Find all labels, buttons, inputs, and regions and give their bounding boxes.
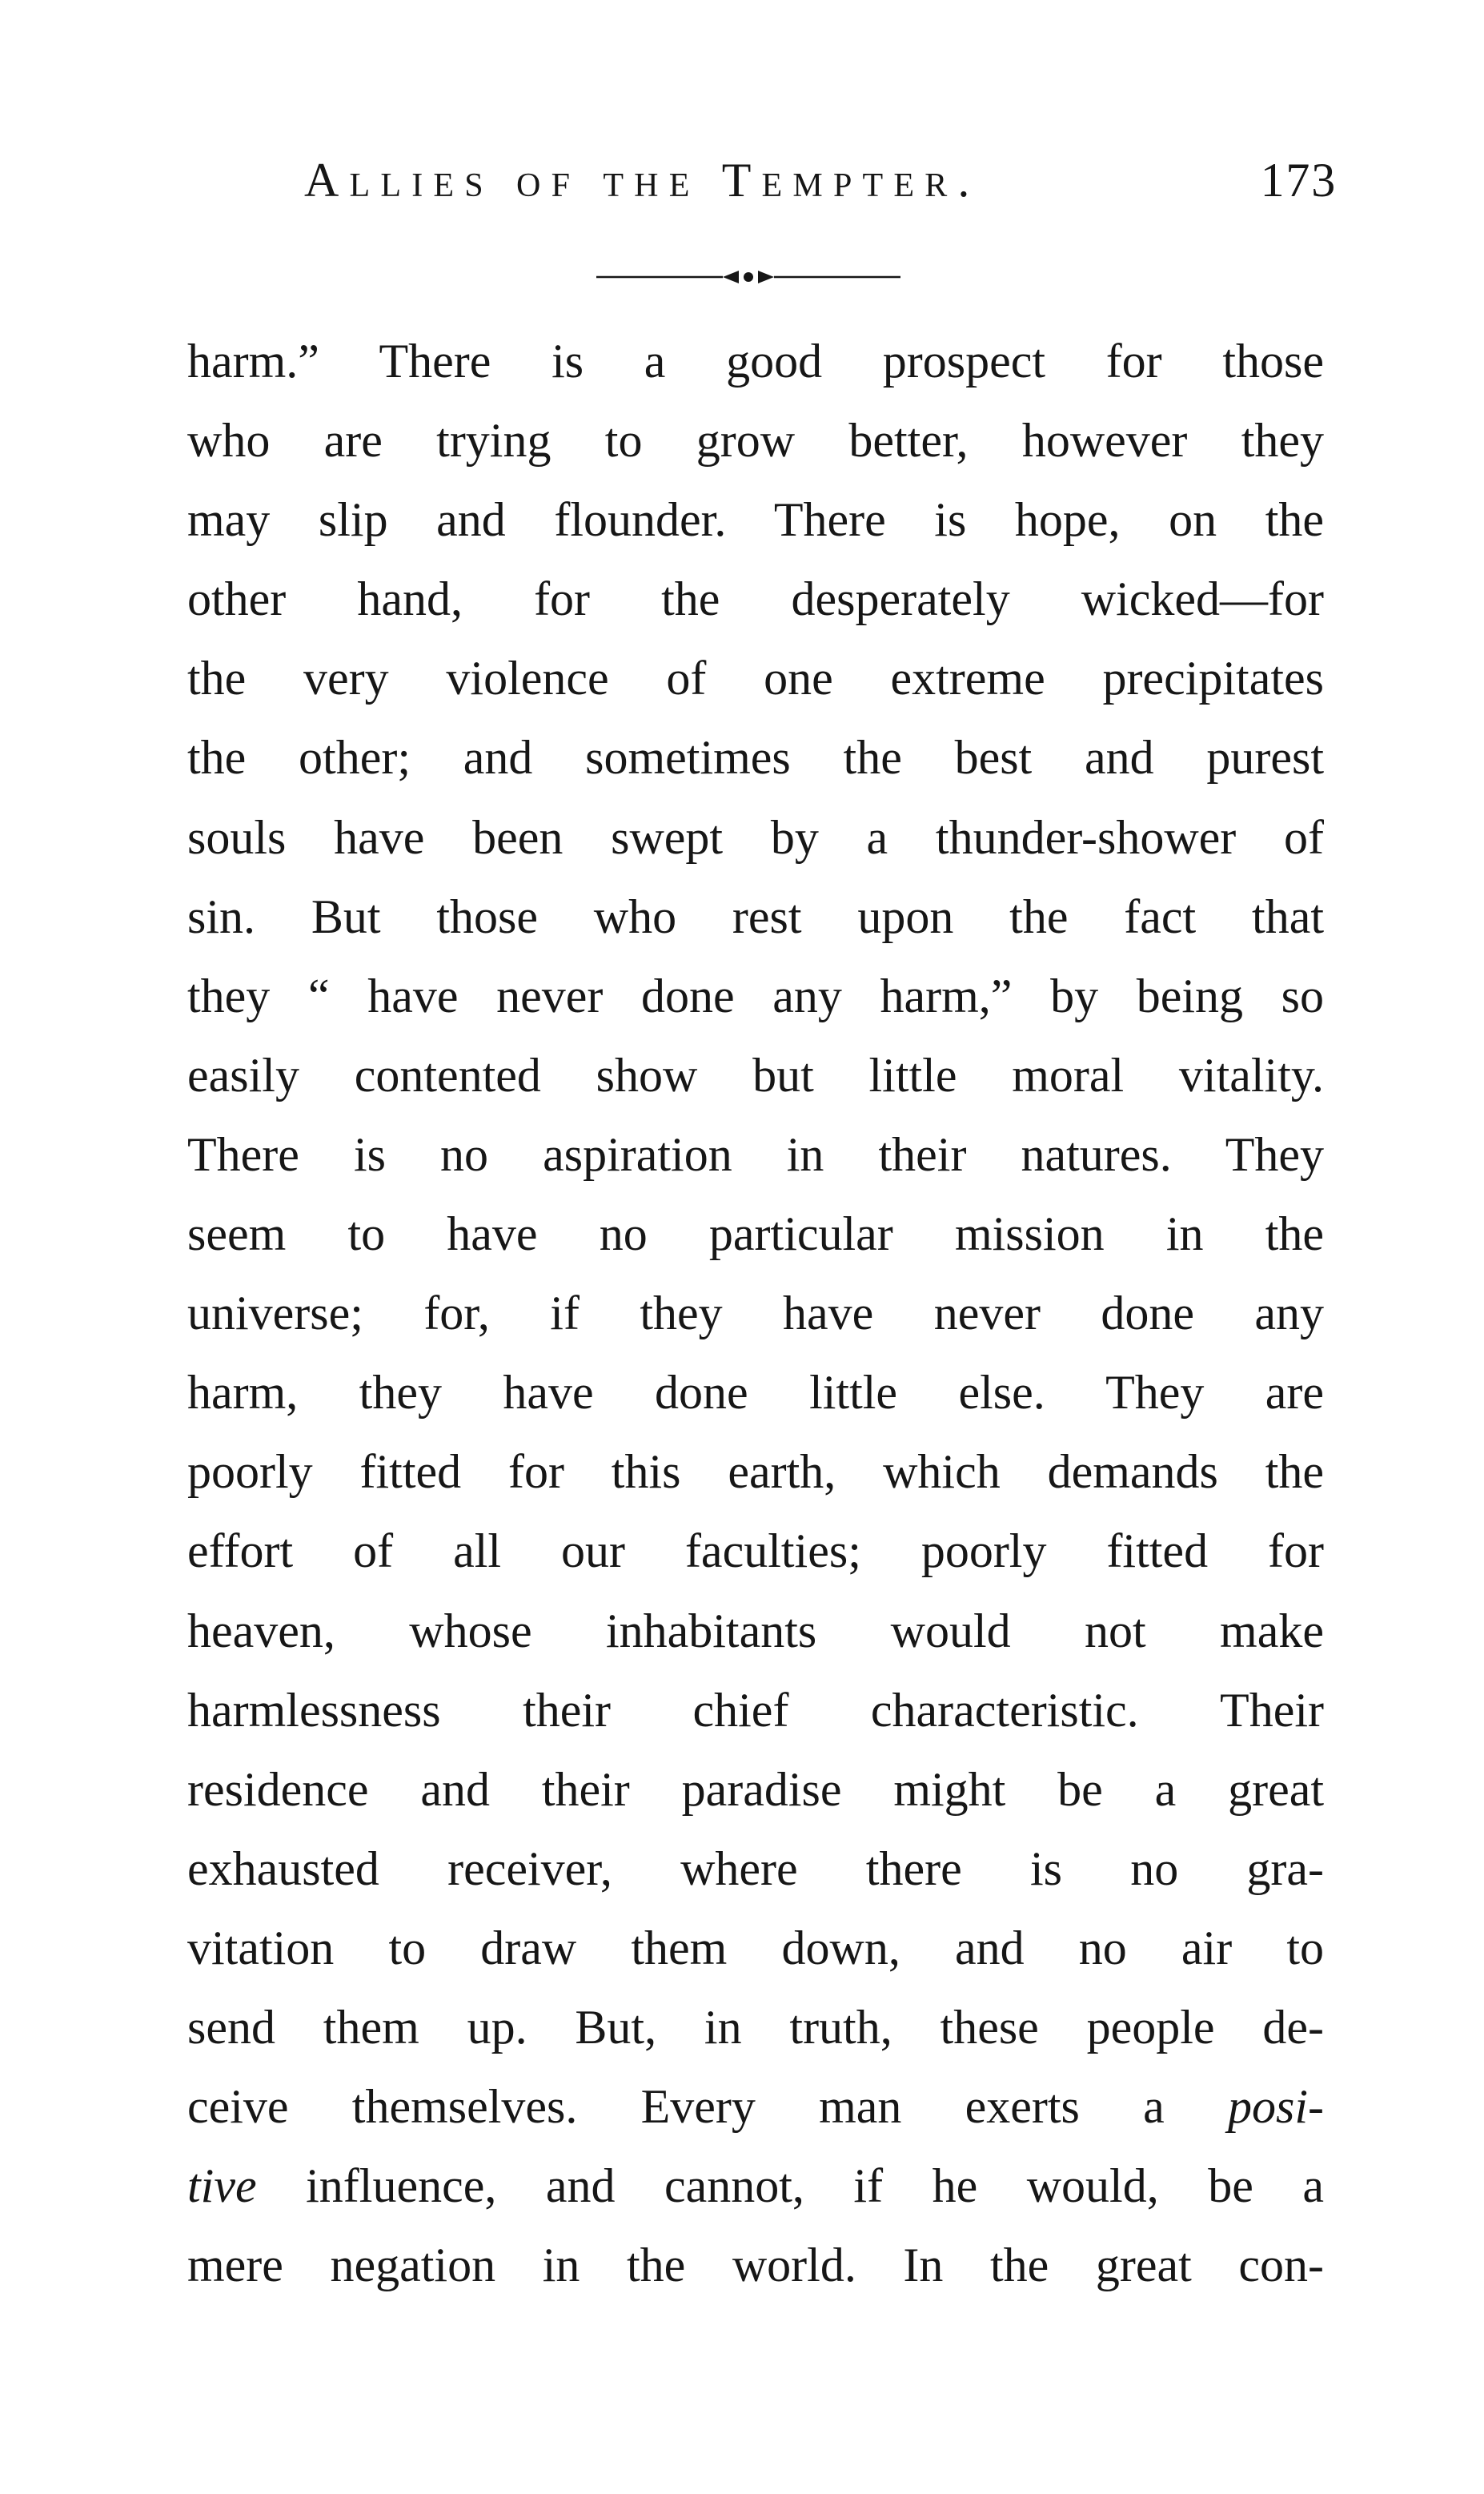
text-line: harm, they have done little else. They are <box>187 1366 1324 1420</box>
text-line-with-italic <box>187 2067 1324 2147</box>
ornament-divider <box>596 264 900 290</box>
running-head <box>304 146 1337 215</box>
text-line: effort of all our faculties; poorly fitted for <box>187 1524 1324 1578</box>
text-line: vitation to draw them down, and no air to <box>187 1921 1324 1974</box>
text-line: heaven, whose inhabitants would not make <box>187 1604 1324 1657</box>
text-line: they “ have never done any harm,” by being so <box>187 969 1324 1022</box>
text-line: the very violence of one extreme precipitates <box>187 652 1324 705</box>
text-line: who are trying to grow better, however they <box>187 414 1324 468</box>
text-line-with-italic <box>187 2147 1324 2226</box>
text-line: the other; and sometimes the best and purest <box>187 731 1324 785</box>
text-line: other hand, for the desperately wicked—for <box>187 572 1324 626</box>
text-fragment: ceive themselves. Every man exerts a <box>187 2080 1228 2134</box>
text-line: universe; for, if they have never done any <box>187 1287 1324 1340</box>
text-line: exhausted receiver, where there is no gra- <box>187 1841 1324 1895</box>
text-line: There is no aspiration in their natures. They <box>187 1127 1324 1181</box>
text-line: harmlessness their chief characteristic. Their <box>187 1683 1324 1737</box>
text-fragment: influence, and cannot, if he would, be a <box>256 2159 1324 2213</box>
text-line: mere negation in the world. In the great con- <box>187 2239 1324 2292</box>
text-line: send them up. But, in truth, these people de- <box>187 2000 1324 2054</box>
text-line: may slip and flounder. There is hope, on the <box>187 493 1324 547</box>
page-number: 173 <box>1260 154 1337 207</box>
running-title: Allies of the Tempter. <box>304 154 981 207</box>
text-line: poorly fitted for this earth, which demands the <box>187 1445 1324 1499</box>
text-line: harm.” There is a good prospect for those <box>187 335 1324 388</box>
text-line: residence and their paradise might be a great <box>187 1762 1324 1816</box>
text-line: easily contented show but little moral vitality. <box>187 1048 1324 1102</box>
text-line: souls have been swept by a thunder-shower of <box>187 810 1324 864</box>
text-line: seem to have no particular mission in the <box>187 1207 1324 1261</box>
text-line: sin. But those who rest upon the fact that <box>187 890 1324 943</box>
italic-word: posi- <box>1228 2080 1324 2134</box>
italic-word: tive <box>187 2159 257 2213</box>
body-text <box>187 322 1324 2305</box>
